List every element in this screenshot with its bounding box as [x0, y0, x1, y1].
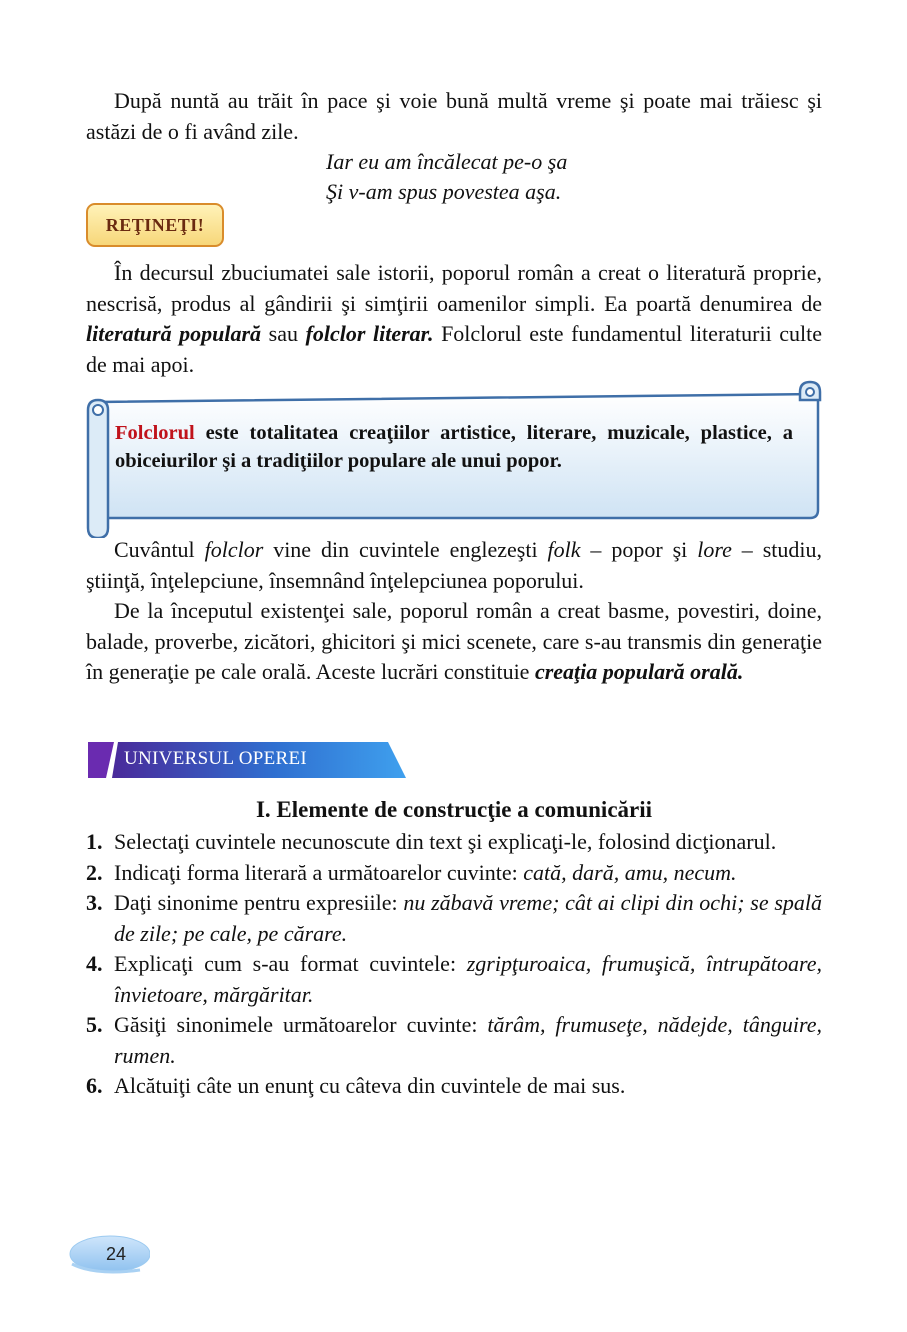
- question-examples: cată, dară, amu, necum.: [523, 859, 737, 885]
- question-examples: nu zăbavă vreme; cât ai clipi din ochi; se spală de zile; pe cale, pe cărare.: [114, 890, 822, 946]
- question-number: 4.: [86, 951, 103, 976]
- folklore-definition: [115, 419, 793, 475]
- oral-creation-text: De la începutul existenţei sale, poporul român a creat basme, povestiri, doine, balade, proverbe, zicători, ghicitori şi mici scenete, care s-au transmis din generaţie în generaţie pe cale orală. Aceste lucrări constituie: [86, 598, 822, 684]
- story-ending-paragraph: [86, 86, 822, 147]
- retineti-label: REŢINEŢI!: [105, 214, 205, 235]
- word-folk: folk: [547, 537, 581, 562]
- definition-text: este totalitatea creaţiilor artistice, literare, muzicale, plastice, a obiceiurilor şi a tradiţiilor populare ale unui popor.: [115, 422, 793, 472]
- question-examples: zgripţuroaica, frumuşică, întrupătoare, învietoare, mărgăritar.: [114, 951, 822, 1007]
- retineti-label-box: [86, 203, 224, 247]
- question-item: [86, 888, 822, 949]
- story-ending-text: După nuntă au trăit în pace şi voie bună multă vreme şi poate mai trăiesc şi astăzi de o fi având zile.: [86, 88, 822, 144]
- paragraph1-part3: Folclorul este fundamentul literaturii culte de mai apoi.: [86, 321, 823, 377]
- question-text: Daţi sinonime pentru expresiile:: [114, 890, 404, 915]
- question-number: 5.: [86, 1012, 103, 1037]
- question-number: 1.: [86, 829, 103, 854]
- definition-term: Folclorul: [115, 422, 195, 444]
- verse-line-1: Iar eu am încălecat pe-o şa: [326, 149, 568, 174]
- etymology-text-2: vine din cuvintele englezeşti: [263, 537, 548, 562]
- question-text: Alcătuiţi câte un enunţ cu câteva din cuvintele de mai sus.: [114, 1073, 626, 1098]
- etymology-paragraph: [86, 535, 822, 596]
- question-item: [86, 1010, 822, 1071]
- question-item: [86, 827, 822, 858]
- banner-label: UNIVERSUL OPEREI: [124, 748, 308, 769]
- etymology-text-4: – studiu, ştiinţă, înţelepciune, însemnând înţelepciunea poporului.: [86, 537, 822, 593]
- page-number: 24: [105, 1244, 127, 1264]
- folklore-intro-paragraph: [86, 258, 822, 380]
- term-creatia-populara-orala: creaţia populară orală.: [534, 659, 744, 684]
- term-folclor-literar: folclor literar.: [305, 321, 434, 346]
- verse-line-2: Şi v-am spus povestea aşa.: [326, 179, 562, 204]
- question-text: Găsiţi sinonimele următoarelor cuvinte:: [114, 1012, 488, 1037]
- etymology-text-3: – popor şi: [580, 537, 698, 562]
- word-folclor: folclor: [204, 537, 264, 562]
- paragraph1-part1: În decursul zbuciumatei sale istorii, poporul român a creat o literatură proprie, nescrisă, produs al gândirii şi simţirii oamenilor simpli. Ea poartă denumirea de: [86, 260, 822, 316]
- question-number: 3.: [86, 890, 103, 915]
- etymology-text-1: Cuvântul: [114, 537, 205, 562]
- term-literatura-populara: literatură populară: [86, 321, 262, 346]
- questions-list: [86, 827, 822, 1102]
- question-number: 6.: [86, 1073, 103, 1098]
- paragraph1-part2: sau: [261, 321, 306, 346]
- question-item: [86, 1071, 822, 1102]
- question-number: 2.: [86, 859, 103, 885]
- question-text: Selectaţi cuvintele necunoscute din text şi explicaţi-le, folosind dicţionarul.: [114, 829, 777, 854]
- question-item: [86, 858, 822, 889]
- question-text: Indicaţi forma literară a următoarelor cuvinte:: [114, 859, 524, 885]
- word-lore: lore: [697, 537, 732, 562]
- oral-creation-paragraph: [86, 596, 822, 688]
- section-title: I. Elemente de construcţie a comunicării: [255, 797, 653, 822]
- question-item: [86, 949, 822, 1010]
- question-examples: tărâm, frumuseţe, nădejde, tânguire, rumen.: [114, 1012, 822, 1068]
- question-text: Explicaţi cum s-au format cuvintele:: [114, 951, 467, 976]
